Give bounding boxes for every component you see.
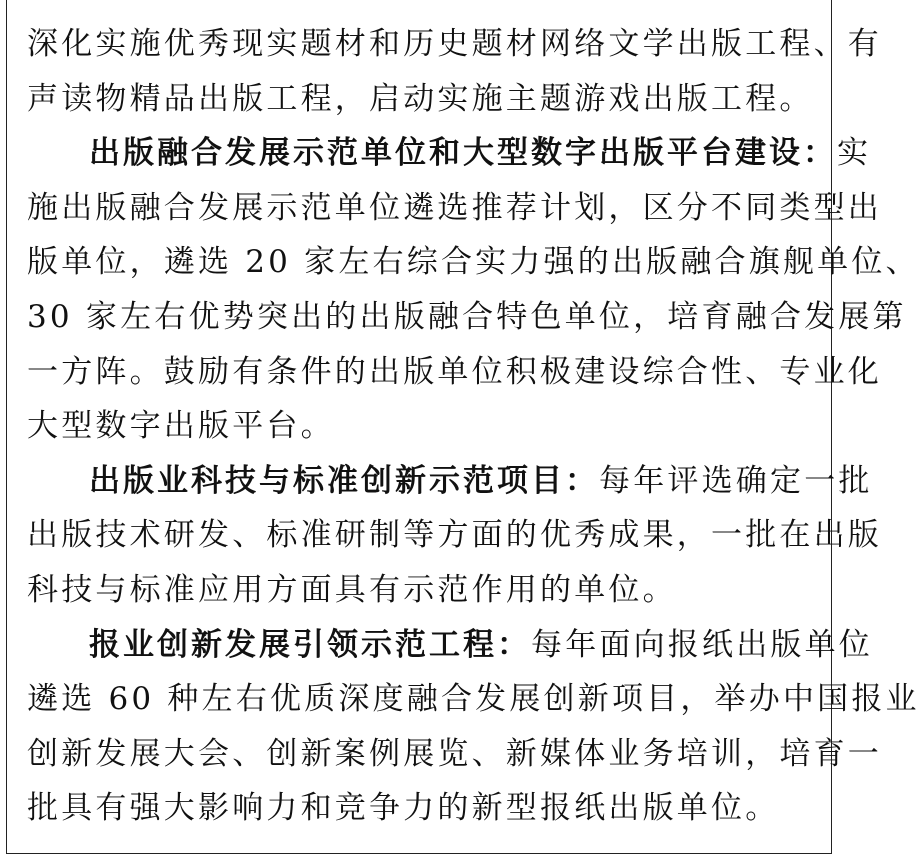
paragraph-2 <box>27 126 920 454</box>
paragraph-4-line-1 <box>27 618 873 673</box>
paragraph-1-line-1: 深化实施优秀现实题材和历史题材网络文学出版工程、有 <box>27 26 882 62</box>
paragraph-3-heading: 出版业科技与标准创新示范项目： <box>89 462 599 499</box>
paragraph-2-line-1-rest: 实 <box>837 135 872 172</box>
paragraph-3-line-3: 科技与标准应用方面具有示范作用的单位。 <box>27 571 677 608</box>
document-frame <box>6 0 920 854</box>
paragraph-1 <box>27 17 882 126</box>
paragraph-4-line-3: 创新发展大会、创新案例展览、新媒体业务培训，培育一 <box>27 735 882 772</box>
paragraph-3-line-1-rest: 每年评选确定一批 <box>599 462 873 499</box>
paragraph-3 <box>27 454 882 618</box>
paragraph-2-line-2: 施出版融合发展示范单位遴选推荐计划，区分不同类型出 <box>27 189 882 226</box>
paragraph-2-heading: 出版融合发展示范单位和大型数字出版平台建设： <box>89 135 837 172</box>
paragraph-2-line-4: 30 家左右优势突出的出版融合特色单位，培育融合发展第 <box>27 298 907 335</box>
paragraph-4-line-2: 遴选 60 种左右优质深度融合发展创新项目，举办中国报业 <box>27 681 920 718</box>
paragraph-3-line-2: 出版技术研发、标准研制等方面的优秀成果，一批在出版 <box>27 517 882 554</box>
paragraph-2-line-1 <box>27 126 872 181</box>
paragraph-4-line-1-rest: 每年面向报纸出版单位 <box>531 626 873 663</box>
paragraph-1-line-2: 声读物精品出版工程，启动实施主题游戏出版工程。 <box>27 80 814 117</box>
paragraph-2-line-3: 版单位，遴选 20 家左右综合实力强的出版融合旗舰单位、 <box>27 244 920 281</box>
paragraph-3-line-1 <box>27 454 873 509</box>
paragraph-4-line-4: 批具有强大影响力和竞争力的新型报纸出版单位。 <box>27 790 780 827</box>
paragraph-2-line-6: 大型数字出版平台。 <box>27 408 335 445</box>
paragraph-4-heading: 报业创新发展引领示范工程： <box>89 626 531 663</box>
paragraph-2-line-5: 一方阵。鼓励有条件的出版单位积极建设综合性、专业化 <box>27 353 882 390</box>
paragraph-4 <box>27 618 920 836</box>
document-body <box>27 17 920 836</box>
